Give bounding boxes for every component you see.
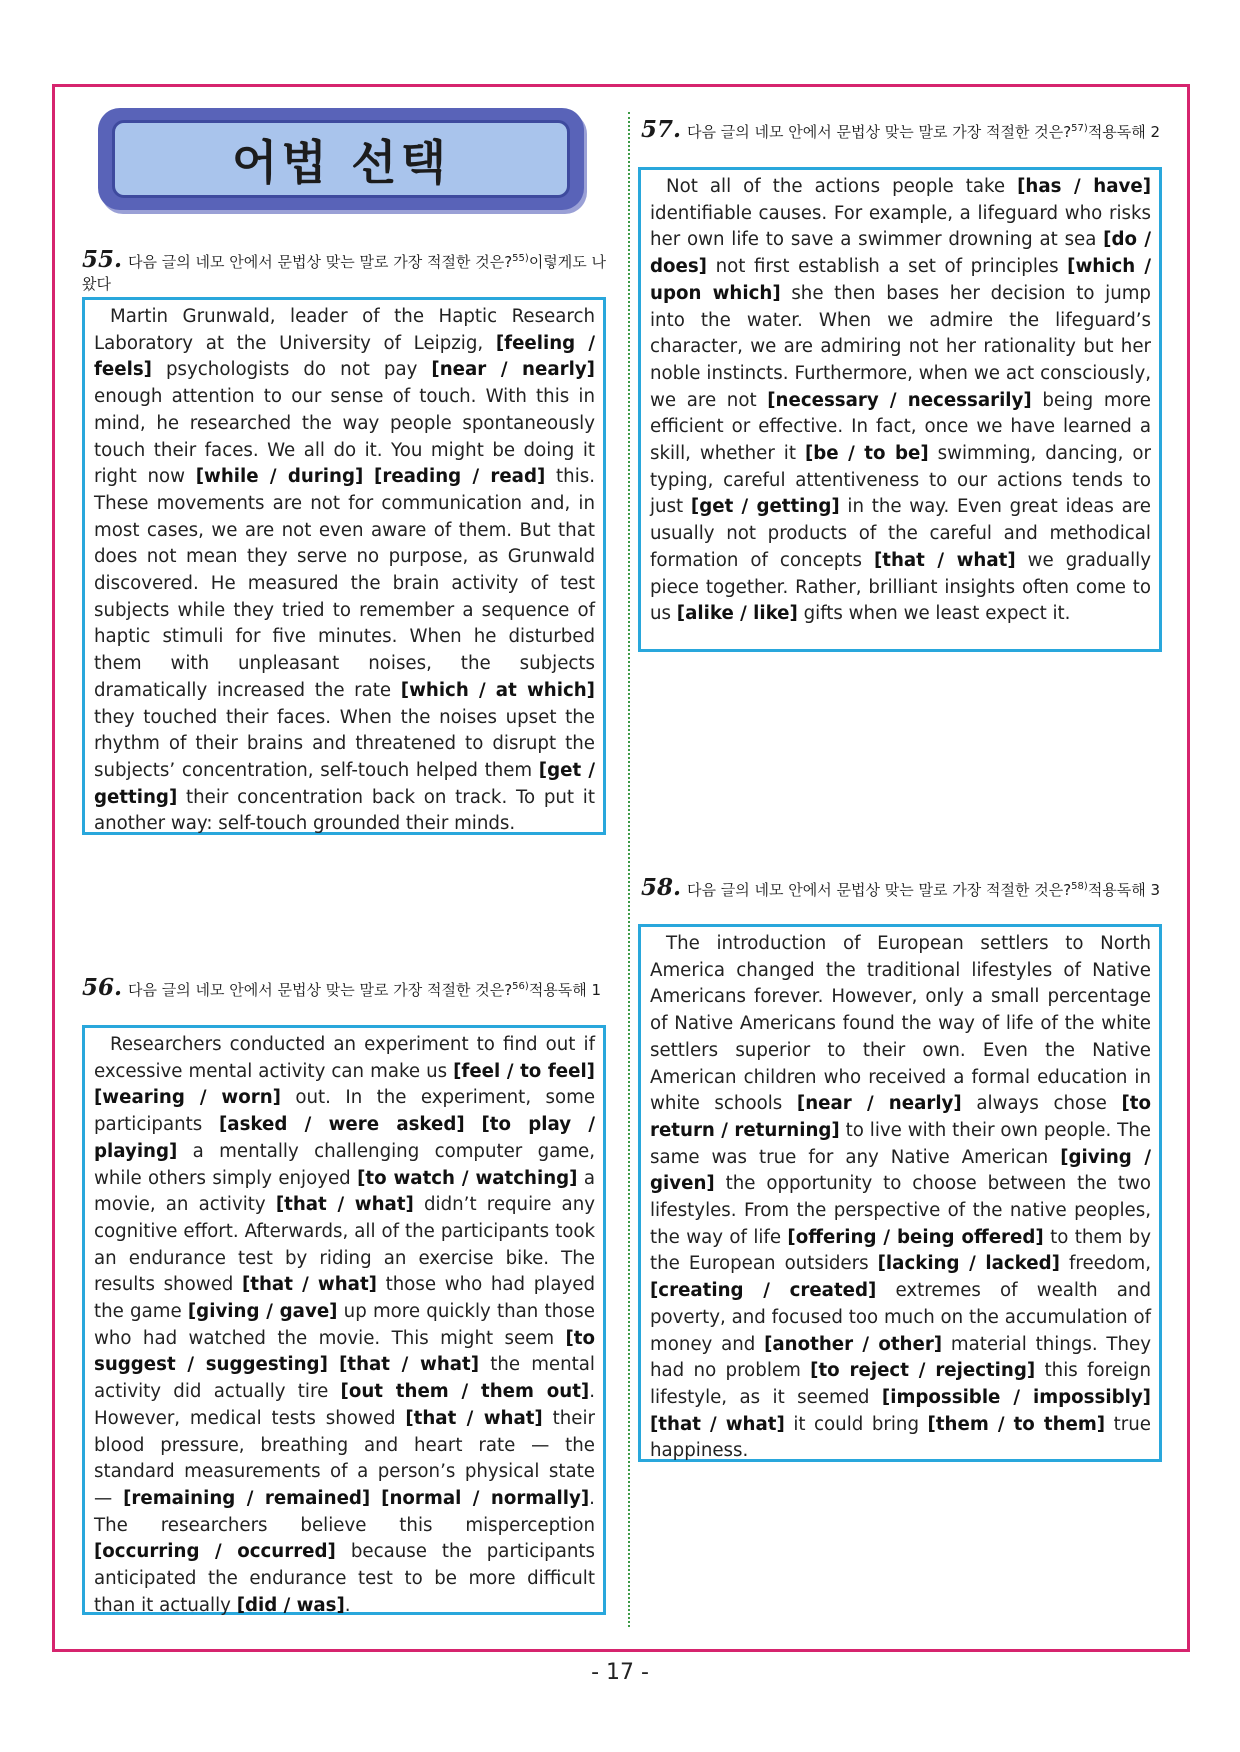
answer-choice: [to suggest / suggesting] <box>94 1327 595 1376</box>
passage-segment: the opportunity to choose between the two lifestyles. From the perspective of the native peoples, the way of life <box>650 1173 1151 1248</box>
answer-choice: [that / what] <box>241 1274 377 1296</box>
passage-segment: psychologists do not pay <box>151 359 432 381</box>
passage-segment: she then bases her decision to jump into the water. When we admire the lifeguard’s character, we are admiring not her rationality but her noble instincts. Furthermore, when we act consciously, we are not <box>650 282 1151 411</box>
answer-choice: [that / what] <box>650 1413 785 1435</box>
passage-segment <box>370 1488 381 1509</box>
passage-segment: this foreign lifestyle, as it seemed <box>650 1360 1151 1408</box>
passage-segment: didn’t require any cognitive effort. Afterwards, all of the participants took an endurance test by riding an exercise bike. The results showed <box>94 1194 595 1296</box>
question-number: 58. <box>641 874 682 901</box>
passage-segment: to live with their own people. The same was true for any Native American <box>650 1119 1151 1168</box>
question-prompt: 다음 글의 네모 안에서 문법상 맞는 말로 가장 적절한 것은? <box>128 253 513 271</box>
answer-choice: [occurring / occurred] <box>94 1541 336 1563</box>
answer-choice: [that / what] <box>873 549 1016 571</box>
answer-choice: [wearing / worn] <box>94 1087 281 1109</box>
passage-segment: . The researchers believe this misperception <box>94 1487 595 1536</box>
column-divider <box>628 112 630 1627</box>
answer-choice: [that / what] <box>339 1354 480 1376</box>
question-tag: 적용독해 1 <box>528 981 602 999</box>
answer-choice: [another / other] <box>764 1333 943 1355</box>
passage-segment: a mentally challenging computer game, while others simply enjoyed <box>94 1140 595 1189</box>
passage-segment <box>465 1114 482 1135</box>
footnote-marker: 56) <box>512 981 529 992</box>
footnote-marker: 55) <box>512 253 529 264</box>
answer-choice: [to return / returning] <box>650 1093 1152 1141</box>
passage-segment: . <box>344 1594 351 1616</box>
answer-choice: [while / during] <box>195 466 364 488</box>
question-number: 55. <box>82 246 123 273</box>
passage-segment: out. In the experiment, some participants <box>94 1087 596 1136</box>
answer-choice: [be / to be] <box>804 443 929 465</box>
passage-text <box>650 174 1151 628</box>
passage-segment: we gradually piece together. Rather, brilliant insights often come to us <box>650 549 1151 625</box>
answer-choice: [to reject / rejecting] <box>810 1360 1036 1382</box>
passage-segment: to them by the European outsiders <box>650 1226 1151 1275</box>
question-prompt: 다음 글의 네모 안에서 문법상 맞는 말로 가장 적절한 것은? <box>128 981 513 999</box>
question-number: 57. <box>641 116 682 143</box>
passage-segment: The introduction of European settlers to North America changed the traditional lifestyles of Native Americans forever. However, only a small percentage of Native Americans found the way of life of the white settlers superior to their own. Even the Native American children who received a formal education in white schools <box>650 933 1151 1115</box>
answer-choice: [out them / them out] <box>340 1381 590 1403</box>
passage-segment: extremes of wealth and poverty, and focused too much on the accumulation of money and <box>650 1280 1151 1355</box>
answer-choice: [which / at which] <box>400 679 595 701</box>
passage-segment: Martin Grunwald, leader of the Haptic Research Laboratory at the University of Leipzig, <box>94 306 595 354</box>
answer-choice: [them / to them] <box>927 1413 1106 1435</box>
answer-choice: [to watch / watching] <box>357 1167 578 1189</box>
passage-segment: material things. They had no problem <box>650 1333 1151 1382</box>
passage-segment: a movie, an activity <box>94 1167 595 1216</box>
passage-56 <box>82 1025 606 1615</box>
answer-choice: [remaining / remained] <box>123 1487 371 1509</box>
passage-segment: freedom, <box>1059 1253 1151 1275</box>
answer-choice: [that / what] <box>275 1194 414 1216</box>
answer-choice: [impossible / impossibly] <box>881 1386 1151 1408</box>
answer-choice: [normal / normally] <box>381 1487 590 1509</box>
answer-choice: [which / upon which] <box>650 256 1151 304</box>
answer-choice: [lacking / lacked] <box>877 1253 1060 1275</box>
answer-choice: [necessary / necessarily] <box>767 389 1032 411</box>
question-56-header <box>82 976 612 1001</box>
answer-choice: [near / nearly] <box>431 359 595 381</box>
answer-choice: [that / what] <box>405 1407 543 1429</box>
answer-choice: [near / nearly] <box>796 1093 962 1115</box>
answer-choice: [get / getting] <box>690 496 840 518</box>
passage-segment: enough attention to our sense of touch. With this in mind, he researched the way people spontaneously touch their faces. We all do it. You might be doing it right now <box>94 386 595 488</box>
passage-58 <box>638 924 1162 1462</box>
passage-segment: not first establish a set of principles <box>707 256 1068 278</box>
passage-segment: in the way. Even great ideas are usually not products of the careful and methodical formation of concepts <box>650 496 1151 571</box>
passage-55 <box>82 297 606 835</box>
question-55-header <box>82 248 612 295</box>
question-57-header <box>641 118 1171 143</box>
passage-segment: their blood pressure, breathing and heart rate — the standard measurements of a person’s physical state — <box>94 1407 595 1509</box>
passage-text <box>94 304 595 838</box>
passage-segment: . However, medical tests showed <box>94 1381 595 1429</box>
footnote-marker: 58) <box>1071 881 1088 892</box>
answer-choice: [feeling / feels] <box>94 332 596 381</box>
passage-segment: identifiable causes. For example, a lifeguard who risks her own life to save a swimmer drowning at sea <box>650 202 1151 251</box>
passage-segment: the mental activity did actually tire <box>94 1354 595 1403</box>
passage-segment: their concentration back on track. To put it another way: self-touch grounded their minds. <box>94 786 595 835</box>
question-prompt: 다음 글의 네모 안에서 문법상 맞는 말로 가장 적절한 것은? <box>687 881 1072 899</box>
passage-segment: gifts when we least expect it. <box>797 603 1071 625</box>
question-tag: 적용독해 2 <box>1087 123 1161 141</box>
passage-segment <box>328 1354 339 1375</box>
passage-segment: it could bring <box>784 1413 928 1435</box>
question-tag: 적용독해 3 <box>1087 881 1161 899</box>
answer-choice: [get / getting] <box>94 759 595 808</box>
passage-segment: up more quickly than those who had watched the movie. This might seem <box>94 1301 595 1349</box>
question-number: 56. <box>82 974 123 1001</box>
answer-choice: [to play / playing] <box>94 1114 595 1162</box>
answer-choice: [feel / to feel] <box>453 1060 595 1082</box>
passage-segment <box>363 466 374 487</box>
answer-choice: [giving / gave] <box>187 1301 338 1323</box>
answer-choice: [creating / created] <box>650 1280 877 1302</box>
question-tag: 이렇게도 나왔다 <box>82 253 607 293</box>
answer-choice: [giving / given] <box>650 1146 1151 1195</box>
page-number: - 17 - <box>591 1660 649 1685</box>
passage-text <box>650 931 1151 1465</box>
footnote-marker: 57) <box>1071 123 1088 134</box>
answer-choice: [offering / being offered] <box>787 1226 1044 1248</box>
answer-choice: [do / does] <box>650 229 1151 278</box>
answer-choice: [asked / were asked] <box>218 1114 465 1136</box>
passage-segment: Researchers conducted an experiment to find out if excessive mental activity can make us <box>94 1034 595 1082</box>
passage-segment: swimming, dancing, or typing, careful attentiveness to our actions tends to just <box>650 443 1151 518</box>
section-title-banner <box>98 108 584 210</box>
passage-segment: they touched their faces. When the noises upset the rhythm of their brains and threatened to disrupt the subjects’ concentration, self-touch helped them <box>94 706 595 781</box>
passage-segment: being more efficient or effective. In fact, once we have learned a skill, whether it <box>650 389 1151 465</box>
answer-choice: [reading / read] <box>374 466 546 488</box>
passage-segment: true happiness. <box>650 1413 1151 1462</box>
passage-segment: because the participants anticipated the endurance test to be more difficult than it actually <box>94 1541 595 1616</box>
passage-segment: this. These movements are not for communication and, in most cases, we are not even aware of them. But that does not mean they serve no purpose, as Grunwald discovered. He measured the brain activity of test subjects while they tried to remember a sequence of haptic stimuli for five minutes. When he disturbed them with unpleasant noises, the subjects dramatically increased the rate <box>94 466 596 701</box>
question-58-header <box>641 876 1171 901</box>
passage-segment: Not all of the actions people take <box>666 176 1018 197</box>
passage-57 <box>638 167 1162 652</box>
question-prompt: 다음 글의 네모 안에서 문법상 맞는 말로 가장 적절한 것은? <box>687 123 1072 141</box>
answer-choice: [has / have] <box>1017 176 1152 197</box>
answer-choice: [did / was] <box>236 1594 345 1616</box>
passage-segment: those who had played the game <box>94 1274 595 1323</box>
answer-choice: [alike / like] <box>676 603 798 625</box>
passage-text <box>94 1032 595 1619</box>
section-title: 어법 선택 <box>232 135 450 191</box>
passage-segment: always chose <box>961 1093 1122 1115</box>
